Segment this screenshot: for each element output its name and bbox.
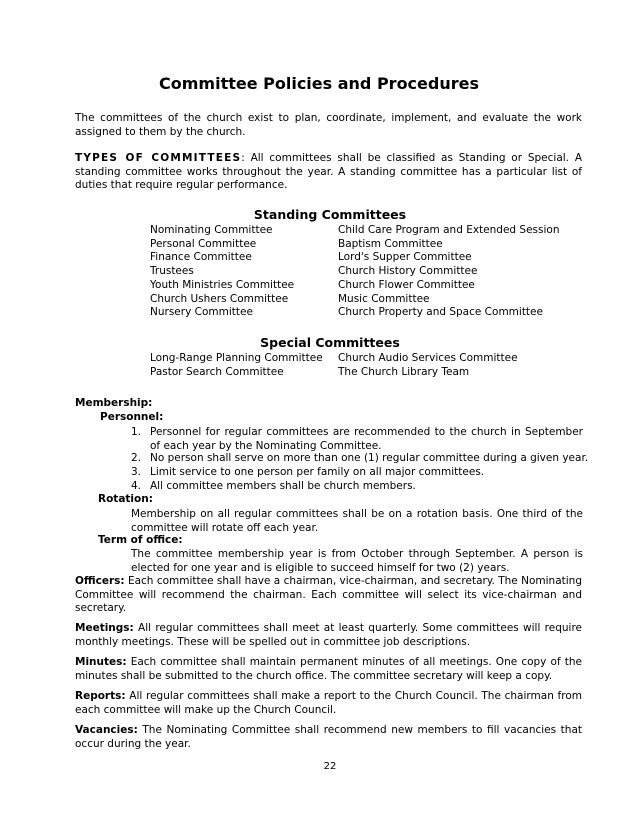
minutes-text: Each committee shall maintain permanent minutes of all meetings. One copy of the minutes shall be submitted to the church office. The committee secretary will keep a copy. <box>75 656 582 682</box>
reports-paragraph <box>75 690 582 717</box>
list-item: Baptism Committee <box>338 237 443 250</box>
vacancies-text: The Nominating Committee shall recommend new members to fill vacancies that occur during the year. <box>75 724 582 750</box>
vacancies-label: Vacancies: <box>75 724 138 736</box>
reports-text: All regular committees shall make a report to the Church Council. The chairman from each committee will make up the Church Council. <box>75 690 582 716</box>
list-item: Church Audio Services Committee <box>338 352 518 364</box>
officers-text: Each committee shall have a chairman, vice-chairman, and secretary. The Nominating Committee will recommend the chairman. Each committee will select its vice-chairman and secretary. <box>75 575 582 614</box>
list-number: 4. <box>131 480 142 492</box>
list-number: 3. <box>131 466 142 478</box>
standing-committees-heading: Standing Committees <box>253 207 407 222</box>
meetings-label: Meetings: <box>75 622 134 634</box>
minutes-paragraph <box>75 656 582 683</box>
list-number: 2. <box>131 452 142 464</box>
list-item: Music Committee <box>338 292 430 305</box>
list-item: Church Flower Committee <box>338 278 475 291</box>
list-item: Church Property and Space Committee <box>338 306 543 319</box>
meetings-text: All regular committees shall meet at least quarterly. Some committees will require monthly meetings. These will be spelled out in committee job descriptions. <box>75 622 582 648</box>
list-item-text: Limit service to one person per family on all major committees. <box>150 466 485 478</box>
page-title: Committee Policies and Procedures <box>159 74 479 93</box>
list-number: 1. <box>131 426 142 438</box>
rotation-text: Membership on all regular committees shall be on a rotation basis. One third of the committee will rotate off each year. <box>131 508 583 534</box>
types-paragraph <box>75 152 582 193</box>
list-item-text: No person shall serve on more than one (1) regular committee during a given year. <box>150 452 589 464</box>
list-item: Nominating Committee <box>150 224 273 236</box>
list-item: Lord's Supper Committee <box>338 251 472 264</box>
officers-label: Officers: <box>75 575 125 587</box>
list-item: Personal Committee <box>150 237 257 250</box>
special-committees-heading: Special Committees <box>260 335 400 350</box>
minutes-label: Minutes: <box>75 656 127 668</box>
standing-right-list <box>338 224 559 320</box>
meetings-paragraph <box>75 622 582 649</box>
list-item: Church History Committee <box>338 265 478 278</box>
officers-paragraph <box>75 575 582 616</box>
types-text: : All committees shall be classified as Standing or Special. A standing committee works throughout the year. A standing committee has a particular list of duties that require regular performance. <box>75 152 582 191</box>
list-item: Long-Range Planning Committee <box>150 352 323 364</box>
list-item: Trustees <box>150 265 194 278</box>
list-item: Pastor Search Committee <box>150 365 284 378</box>
list-item: Finance Committee <box>150 251 252 264</box>
list-item-text: All committee members shall be church members. <box>150 480 416 492</box>
standing-left-list <box>150 224 294 320</box>
vacancies-paragraph <box>75 724 582 751</box>
page-number: 22 <box>323 761 337 772</box>
list-item: Youth Ministries Committee <box>150 278 295 291</box>
types-label: TYPES OF COMMITTEES <box>75 152 242 164</box>
list-item: Child Care Program and Extended Session <box>338 224 560 236</box>
list-item: Nursery Committee <box>150 306 253 319</box>
list-item-text: Personnel for regular committees are recommended to the church in September of each year by the Nominating Committee. <box>150 426 583 452</box>
membership-label: Membership: <box>75 397 153 409</box>
rotation-label: Rotation: <box>98 493 153 505</box>
list-item: The Church Library Team <box>338 365 470 378</box>
list-item: Church Ushers Committee <box>150 292 289 305</box>
term-label: Term of office: <box>98 534 183 546</box>
reports-label: Reports: <box>75 690 126 702</box>
term-text: The committee membership year is from October through September. A person is elected for one year and is eligible to succeed himself for two (2) years. <box>131 548 583 574</box>
personnel-label: Personnel: <box>100 411 164 423</box>
special-right-list <box>338 352 518 379</box>
intro-paragraph: The committees of the church exist to plan, coordinate, implement, and evaluate the work assigned to them by the church. <box>75 112 582 138</box>
special-left-list <box>150 352 323 379</box>
